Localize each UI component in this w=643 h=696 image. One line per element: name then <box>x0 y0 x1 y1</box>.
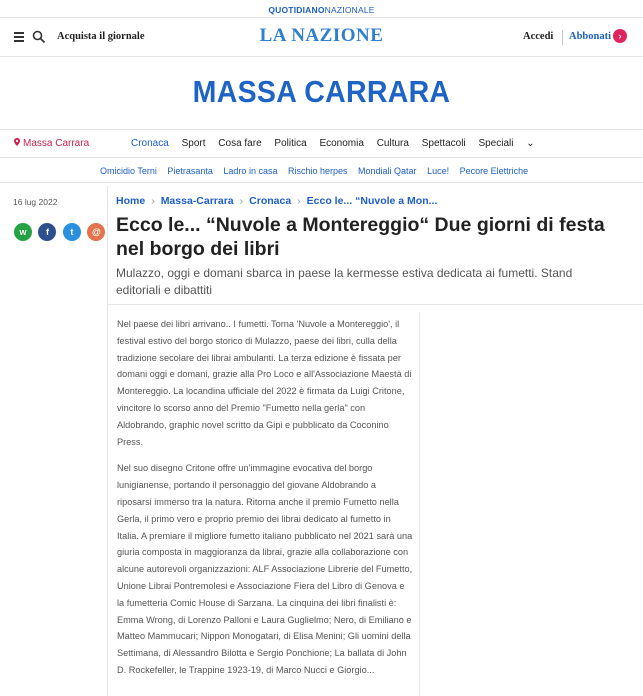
body-column-divider <box>419 312 420 696</box>
nav-item-speciali[interactable]: Speciali ⌄ <box>478 138 535 149</box>
tag-link[interactable]: Luce! <box>427 166 450 176</box>
site-header <box>0 19 643 57</box>
nav-item-economia[interactable]: Economia <box>319 138 364 149</box>
breadcrumb-home[interactable]: Home <box>116 195 146 207</box>
tag-link[interactable]: Pietrasanta <box>167 166 213 176</box>
header-rule <box>108 304 643 305</box>
location-link[interactable]: Massa Carrara <box>14 138 89 149</box>
header-divider <box>562 30 563 45</box>
quotidiano-nazionale-logo[interactable]: QUOTIDIANONAZIONALE <box>268 5 375 15</box>
breadcrumb-current[interactable]: Ecco le... “Nuvole a Mon... <box>306 195 438 207</box>
share-buttons <box>14 223 107 241</box>
email-icon[interactable]: @ <box>87 223 105 241</box>
top-brand-bar <box>0 0 643 18</box>
nav-item-cosa-fare[interactable]: Cosa fare <box>218 138 262 149</box>
login-button[interactable]: Accedi <box>523 31 554 42</box>
tag-link[interactable]: Rischio herpes <box>287 166 348 176</box>
article-title: Ecco le... “Nuvole a Montereggio“ Due giorni di festa nel borgo dei libri <box>116 214 605 260</box>
tag-link[interactable]: Ladro in casa <box>223 166 278 176</box>
breadcrumb-cronaca[interactable]: Cronaca <box>249 195 292 207</box>
nav-item-politica[interactable]: Politica <box>274 138 307 149</box>
chevron-down-icon: ⌄ <box>523 138 535 149</box>
main-nav <box>0 129 643 158</box>
article-paragraph: Nel paese dei libri arrivano.. I fumetti. Torna 'Nuvole a Montereggio', il festival estivo del borgo storico di Mulazzo, paese dei libri, culla della tradizione secolare dei librai ambulanti. La terza edizione è fissata per domani oggi e domani, grazie alla Pro Loco e all'Associazione Maestà di Montereggio. La locandina ufficiale del 2022 è firmata da Luigi Critone, vincitore lo scorso anno del Premio "Fumetto nella gerla" con Aldobrando, graphic novel scritto da Gipi e pubblicato da Coconino Press. <box>117 319 412 447</box>
article-date: 16 lug 2022 <box>13 197 58 207</box>
subscribe-button[interactable]: Abbonati <box>569 31 612 42</box>
buy-newspaper-link[interactable]: Acquista il giornale <box>57 31 145 42</box>
left-column-divider <box>107 186 108 696</box>
nav-item-cultura[interactable]: Cultura <box>376 138 409 149</box>
facebook-icon[interactable]: f <box>38 223 56 241</box>
breadcrumb-massa-carrara[interactable]: Massa-Carrara <box>160 195 234 207</box>
nav-item-spettacoli[interactable]: Spettacoli <box>421 138 466 149</box>
article-body <box>117 316 413 689</box>
article-paragraph: Nel suo disegno Critone offre un'immagine evocativa del borgo lunigianense, portando il personaggio del giovane Aldobrando a riposarsi immerso tra la natura. Ritorna anche il premio Fumetto nella Gerla, il primo vero e proprio premio dei librai dedicato al fumetto in Italia. A premiare il migliore fumetto italiano pubblicato nel 2021 sarà una giuria composta in maggioranza da librai, grazie alla collaborazione con alcune autorevoli organizzazioni: ALF Associazione Librerie del Fumetto, Unione Librai Pontremolesi e Associazione Fiera del Libro di Genova e la fumetteria Comic House di Sarzana. La cinquina dei libri finalisti è: Emma Wrong, di Lorenzo Palloni e Laura Guglielmo; Nero, di Emiliano e Matteo Mammucari; Nippon Monogatari, di Elisa Menini; Gli uomini della Settimana, di Alessandro Bilotta e Sergio Ponchione; La ballata di John D. Rockefeller, le Trappine 1923-19, di Marco Nucci e Giorgio... <box>117 463 413 675</box>
la-nazione-logo[interactable]: LA NAZIONE <box>259 25 384 46</box>
twitter-icon[interactable]: t <box>63 223 81 241</box>
tag-link[interactable]: Pecore Elettriche <box>459 166 529 176</box>
article-subtitle: Mulazzo, oggi e domani sbarca in paese la kermesse estiva dedicata ai fumetti. Stand editoriali e dibattiti <box>116 266 573 297</box>
nav-item-sport[interactable]: Sport <box>181 138 206 149</box>
section-city-title[interactable]: MASSA CARRARA <box>192 74 451 109</box>
whatsapp-icon[interactable]: w <box>14 223 32 241</box>
arrow-right-icon[interactable]: › <box>613 29 627 43</box>
location-pin-icon <box>14 138 20 146</box>
breadcrumb: Home › Massa-Carrara › Cronaca › Ecco le... “Nuvole a Mon... <box>116 195 438 207</box>
tag-link[interactable]: Omicidio Terni <box>100 166 157 176</box>
nav-item-cronaca[interactable]: Cronaca <box>131 138 169 149</box>
trending-tags <box>0 159 643 183</box>
tag-link[interactable]: Mondiali Qatar <box>358 166 417 176</box>
